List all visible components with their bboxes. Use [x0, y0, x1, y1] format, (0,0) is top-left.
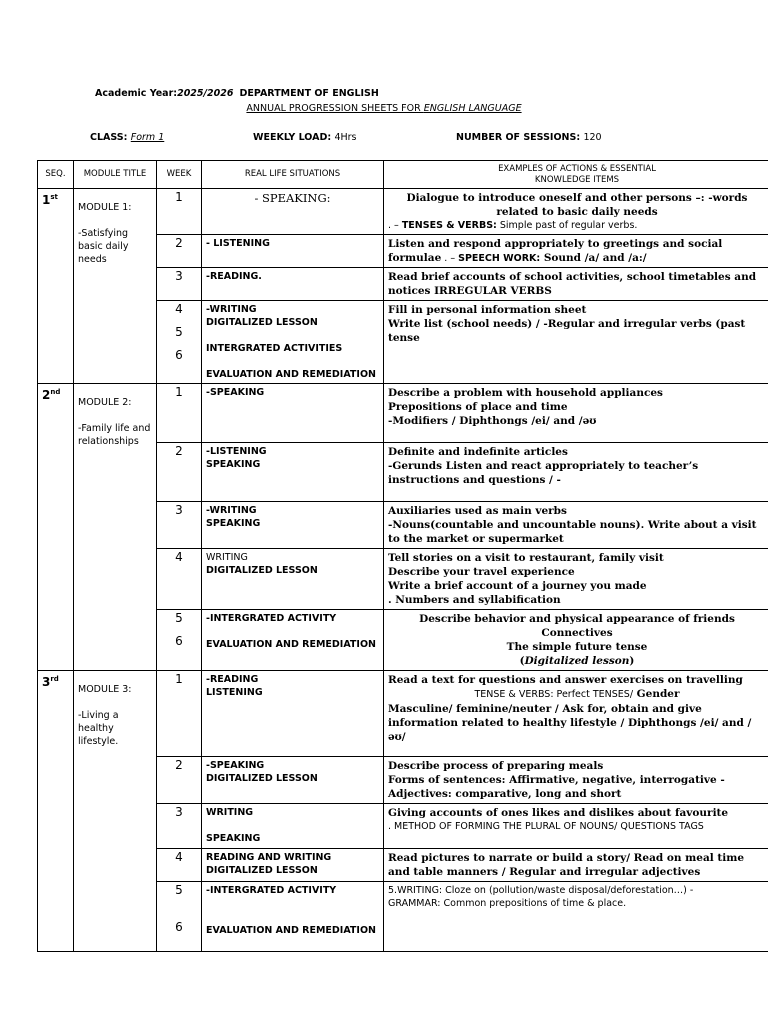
real-life-text: DIGITALIZED LESSON: [206, 773, 318, 784]
sessions-info: [456, 132, 602, 143]
example-text: Definite and indefinite articles: [388, 446, 568, 458]
week-number: 4: [175, 302, 183, 316]
real-life-text: DIGITALIZED LESSON: [206, 317, 318, 328]
week-number: 6: [175, 920, 183, 934]
academic-year-label: Academic Year:: [95, 88, 178, 99]
real-life-text: DIGITALIZED LESSON: [206, 565, 318, 576]
module-cell: [74, 384, 157, 671]
real-life-cell: -READING.: [202, 268, 384, 301]
real-life-text: LISTENING: [206, 687, 263, 698]
week-cell: 3: [157, 804, 202, 849]
example-text: 5.WRITING: Cloze on (pollution/waste disposal/deforestation…) -: [388, 885, 694, 896]
week-cell: 3: [157, 268, 202, 301]
example-text: (Digitalized lesson): [519, 655, 635, 667]
example-text: The simple future tense: [506, 641, 648, 653]
col-real-life: REAL LIFE SITUATIONS: [202, 161, 384, 189]
examples-cell: [384, 549, 768, 610]
real-life-cell: [202, 610, 384, 671]
seq-number: 1: [42, 193, 51, 207]
examples-cell: [384, 235, 768, 268]
example-text: Describe a problem with household appliances: [388, 387, 663, 399]
example-text: . –: [388, 220, 402, 231]
real-life-text: READING AND WRITING: [206, 852, 332, 863]
seq-number: 3: [42, 675, 51, 689]
example-text: -Nouns(countable and uncountable nouns). Write about a visit to the market or supermarket: [388, 519, 757, 545]
document-title: [0, 103, 768, 114]
real-life-cell: - LISTENING: [202, 235, 384, 268]
col-examples-line1: EXAMPLES OF ACTIONS & ESSENTIAL: [498, 163, 656, 174]
week-number: 5: [175, 325, 183, 339]
week-cell: 1: [157, 671, 202, 757]
week-cell: 4: [157, 849, 202, 882]
title-prefix: ANNUAL PROGRESSION SHEETS FOR: [246, 103, 424, 114]
week-cell: 2: [157, 757, 202, 804]
example-text: Dialogue to introduce oneself and other persons –: -words related to basic daily needs: [406, 192, 748, 218]
example-text: Auxiliaries used as main verbs: [388, 505, 567, 517]
real-life-text: -WRITING: [206, 505, 257, 516]
real-life-text: -SPEAKING: [206, 760, 265, 771]
real-life-text: EVALUATION AND REMEDIATION: [206, 639, 376, 650]
weekly-load-value: 4Hrs: [334, 132, 357, 143]
example-text: Write a brief account of a journey you made: [388, 580, 647, 592]
example-text: Write list (school needs) / -Regular and irregular verbs (past tense: [388, 318, 746, 344]
week-cell: 1: [157, 189, 202, 235]
module-title: MODULE 2:: [78, 397, 132, 408]
example-text: Prepositions of place and time: [388, 401, 568, 413]
seq-suffix: st: [50, 193, 58, 201]
week-number: 5: [175, 883, 183, 897]
example-text: Masculine/ feminine/neuter / Ask for, obtain and give information related to healthy lifestyle / Diphthongs /ei/ and /əʊ/: [388, 703, 752, 743]
department-name: DEPARTMENT OF ENGLISH: [239, 88, 379, 99]
example-text: Gender: [633, 688, 680, 700]
examples-cell: [384, 189, 768, 235]
week-cell: [157, 882, 202, 952]
seq-suffix: rd: [50, 675, 59, 683]
real-life-text: SPEAKING: [206, 459, 261, 470]
real-life-cell: [202, 882, 384, 952]
week-cell: [157, 610, 202, 671]
examples-cell: [384, 882, 768, 952]
examples-cell: [384, 757, 768, 804]
example-text: Forms of sentences: Affirmative, negative, interrogative -: [388, 774, 725, 786]
seq-number: 2: [42, 388, 51, 402]
real-life-cell: [202, 549, 384, 610]
module-description: -Living a healthy lifestyle.: [78, 710, 119, 747]
real-life-cell: [202, 849, 384, 882]
week-number: 6: [175, 348, 183, 362]
real-life-cell: [202, 502, 384, 549]
seq-cell: [38, 189, 74, 384]
real-life-cell: -SPEAKING: [202, 384, 384, 443]
example-text: Simple past of regular verbs.: [496, 220, 638, 231]
table-header-row: [38, 161, 768, 189]
real-life-text: -INTERGRATED ACTIVITY: [206, 613, 337, 624]
examples-cell: [384, 671, 768, 757]
real-life-cell: - SPEAKING:: [202, 189, 384, 235]
example-text: Sound /a/ and /a:/: [540, 252, 647, 264]
example-text: . –: [441, 253, 459, 264]
col-examples: [384, 161, 768, 189]
example-label: TENSES & VERBS:: [401, 220, 497, 231]
week-cell: 2: [157, 443, 202, 502]
example-text: Adjectives: comparative, long and short: [388, 788, 622, 800]
example-label: SPEECH WORK:: [458, 253, 541, 264]
real-life-text: INTERGRATED ACTIVITIES: [206, 343, 343, 354]
seq-cell: [38, 671, 74, 952]
real-life-text: -LISTENING: [206, 446, 267, 457]
real-life-cell: [202, 671, 384, 757]
example-text: . METHOD OF FORMING THE PLURAL OF NOUNS/ QUESTIONS TAGS: [388, 821, 704, 832]
table-row: [38, 384, 768, 443]
real-life-text: -WRITING: [206, 304, 257, 315]
col-module-title: MODULE TITLE: [74, 161, 157, 189]
real-life-cell: [202, 301, 384, 384]
real-life-text: SPEAKING: [206, 833, 261, 844]
example-text: Fill in personal information sheet: [388, 304, 587, 316]
examples-cell: [384, 443, 768, 502]
example-text: -Gerunds Listen and react appropriately to teacher’s instructions and questions / -: [388, 460, 699, 486]
module-description: -Satisfying basic daily needs: [78, 228, 129, 265]
real-life-cell: [202, 443, 384, 502]
week-cell: 2: [157, 235, 202, 268]
real-life-text: -INTERGRATED ACTIVITY: [206, 885, 337, 896]
real-life-text: SPEAKING: [206, 518, 261, 529]
week-cell: 3: [157, 502, 202, 549]
week-number: 6: [175, 634, 183, 648]
examples-cell: [384, 384, 768, 443]
weekly-load: [253, 132, 357, 143]
real-life-cell: [202, 757, 384, 804]
academic-year-line: [95, 88, 379, 99]
title-subject: ENGLISH LANGUAGE: [423, 103, 522, 114]
seq-cell: [38, 384, 74, 671]
examples-cell: Read brief accounts of school activities, school timetables and notices IRREGULAR VERBS: [384, 268, 768, 301]
real-life-text: EVALUATION AND REMEDIATION: [206, 925, 376, 936]
sessions-value: 120: [583, 132, 602, 143]
module-title: MODULE 3:: [78, 684, 132, 695]
academic-year-value: 2025/2026: [177, 88, 234, 99]
example-text: Tell stories on a visit to restaurant, family visit: [388, 552, 664, 564]
col-week: WEEK: [157, 161, 202, 189]
week-cell: [157, 301, 202, 384]
week-cell: 4: [157, 549, 202, 610]
real-life-text: EVALUATION AND REMEDIATION: [206, 369, 376, 380]
example-text: Connectives: [541, 627, 613, 639]
module-title: MODULE 1:: [78, 202, 132, 213]
module-cell: [74, 189, 157, 384]
example-text: GRAMMAR: Common prepositions of time & place.: [388, 898, 627, 909]
example-text: . Numbers and syllabification: [388, 594, 561, 606]
sessions-label: NUMBER OF SESSIONS:: [456, 132, 584, 143]
example-text: Giving accounts of ones likes and dislikes about favourite: [388, 807, 729, 819]
example-text: Describe process of preparing meals: [388, 760, 604, 772]
real-life-text: WRITING: [206, 552, 248, 563]
progression-table: [37, 160, 768, 952]
table-row: [38, 189, 768, 235]
col-seq: SEQ.: [38, 161, 74, 189]
class-info: [90, 132, 164, 143]
example-text: Listen and respond appropriately to greetings and social formulae: [388, 238, 723, 264]
examples-cell: [384, 804, 768, 849]
examples-cell: Read pictures to narrate or build a story/ Read on meal time and table manners / Regular and irregular adjectives: [384, 849, 768, 882]
real-life-text: DIGITALIZED LESSON: [206, 865, 318, 876]
seq-suffix: nd: [50, 388, 61, 396]
class-label: CLASS:: [90, 132, 131, 143]
example-italic: Digitalized lesson: [524, 655, 630, 667]
example-text: TENSE & VERBS: Perfect TENSES/: [474, 689, 634, 700]
examples-cell: [384, 610, 768, 671]
col-examples-line2: KNOWLEDGE ITEMS: [534, 174, 620, 185]
weekly-load-label: WEEKLY LOAD:: [253, 132, 335, 143]
examples-cell: [384, 301, 768, 384]
module-cell: [74, 671, 157, 952]
week-number: 5: [175, 611, 183, 625]
module-description: -Family life and relationships: [78, 423, 151, 447]
example-text: Describe your travel experience: [388, 566, 575, 578]
week-cell: 1: [157, 384, 202, 443]
example-text: Read a text for questions and answer exercises on travelling: [388, 674, 743, 686]
example-text: Describe behavior and physical appearance of friends: [419, 613, 735, 625]
table-row: [38, 671, 768, 757]
real-life-text: -READING: [206, 674, 259, 685]
example-text: -Modifiers / Diphthongs /ei/ and /əʊ: [388, 415, 597, 427]
class-value: Form 1: [130, 132, 165, 143]
real-life-cell: [202, 804, 384, 849]
real-life-text: WRITING: [206, 807, 254, 818]
examples-cell: [384, 502, 768, 549]
